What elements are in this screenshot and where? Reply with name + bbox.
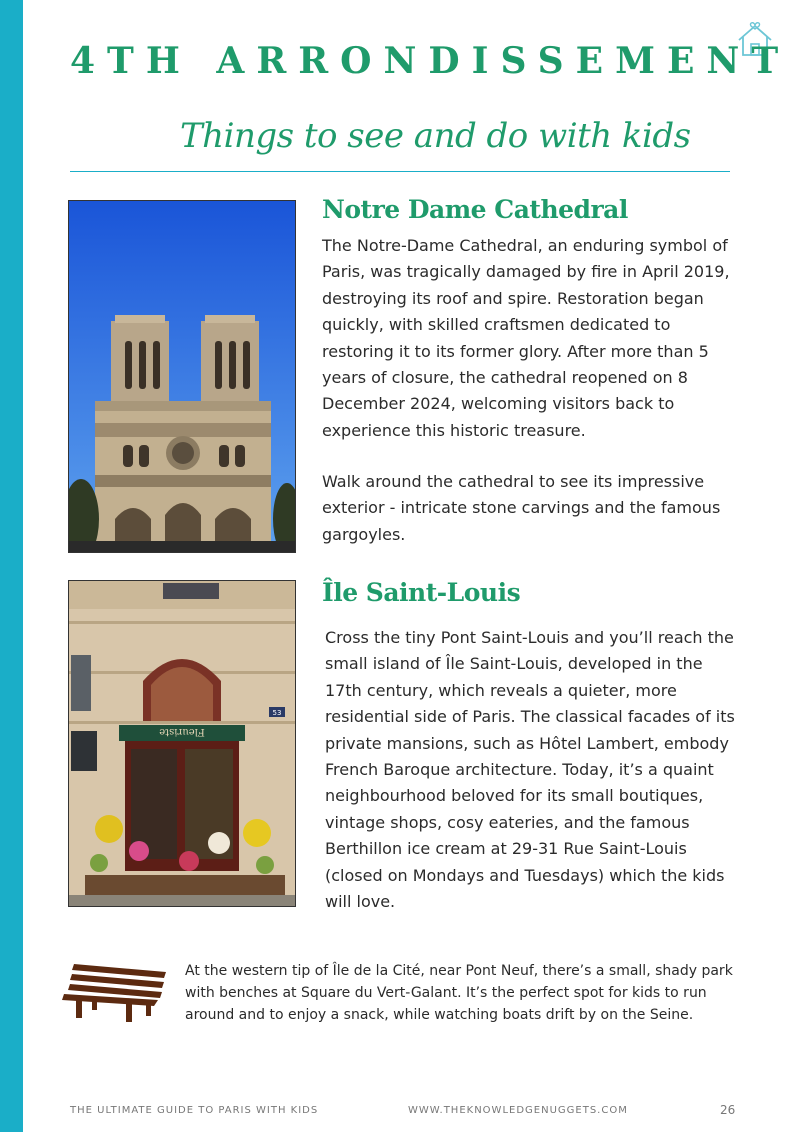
page-number: 26	[720, 1103, 736, 1117]
page-title: 4TH ARRONDISSEMENT	[70, 40, 791, 82]
notre-dame-paragraph-2: Walk around the cathedral to see its impressive exterior - intricate stone carvings and the famous gargoyles.	[322, 472, 721, 544]
tip-text: At the western tip of Île de la Cité, near Pont Neuf, there’s a small, shady park with benches at Square du Vert-Galant. It’s the perfect spot for kids to run around and to enjoy a snack, while watching boats drift by on the Seine.	[185, 963, 733, 1023]
notre-dame-photo	[68, 200, 296, 553]
notre-dame-heading: Notre Dame Cathedral	[322, 195, 628, 224]
page-subtitle: Things to see and do with kids	[180, 116, 691, 156]
ile-saint-louis-photo	[68, 580, 296, 907]
side-accent-bar	[0, 0, 23, 1132]
footer-website-link[interactable]: WWW.THEKNOWLEDGENUGGETS.COM	[408, 1105, 628, 1116]
door-number: 53	[272, 709, 282, 717]
ile-saint-louis-heading: Île Saint-Louis	[322, 578, 521, 607]
footer-guide-title: THE ULTIMATE GUIDE TO PARIS WITH KIDS	[70, 1105, 319, 1116]
title-divider	[70, 171, 730, 172]
ile-saint-louis-paragraph: Cross the tiny Pont Saint-Louis and you’ll reach the small island of Île Saint-Louis, developed in the 17th century, which reveals a quieter, more residential side of Paris. The classical facades of its private mansions, such as Hôtel Lambert, embody French Baroque architecture. Today, it’s a quaint neighbourhood beloved for its small boutiques, vintage shops, cosy eateries, and the famous Berthillon ice cream at 29-31 Rue Saint-Louis (closed on Mondays and Tuesdays) which the kids will love.	[325, 628, 735, 912]
notre-dame-paragraph-1: The Notre-Dame Cathedral, an enduring symbol of Paris, was tragically damaged by fire in April 2019, destroying its roof and spire. Restoration began quickly, with skilled craftsmen dedicated to restoring it to its former glory. After more than 5 years of closure, the cathedral reopened on 8 December 2024, welcoming visitors back to experience this historic treasure.	[322, 236, 730, 440]
park-bench-icon	[62, 960, 170, 1022]
shop-sign-text: Fleuriste	[159, 726, 205, 737]
